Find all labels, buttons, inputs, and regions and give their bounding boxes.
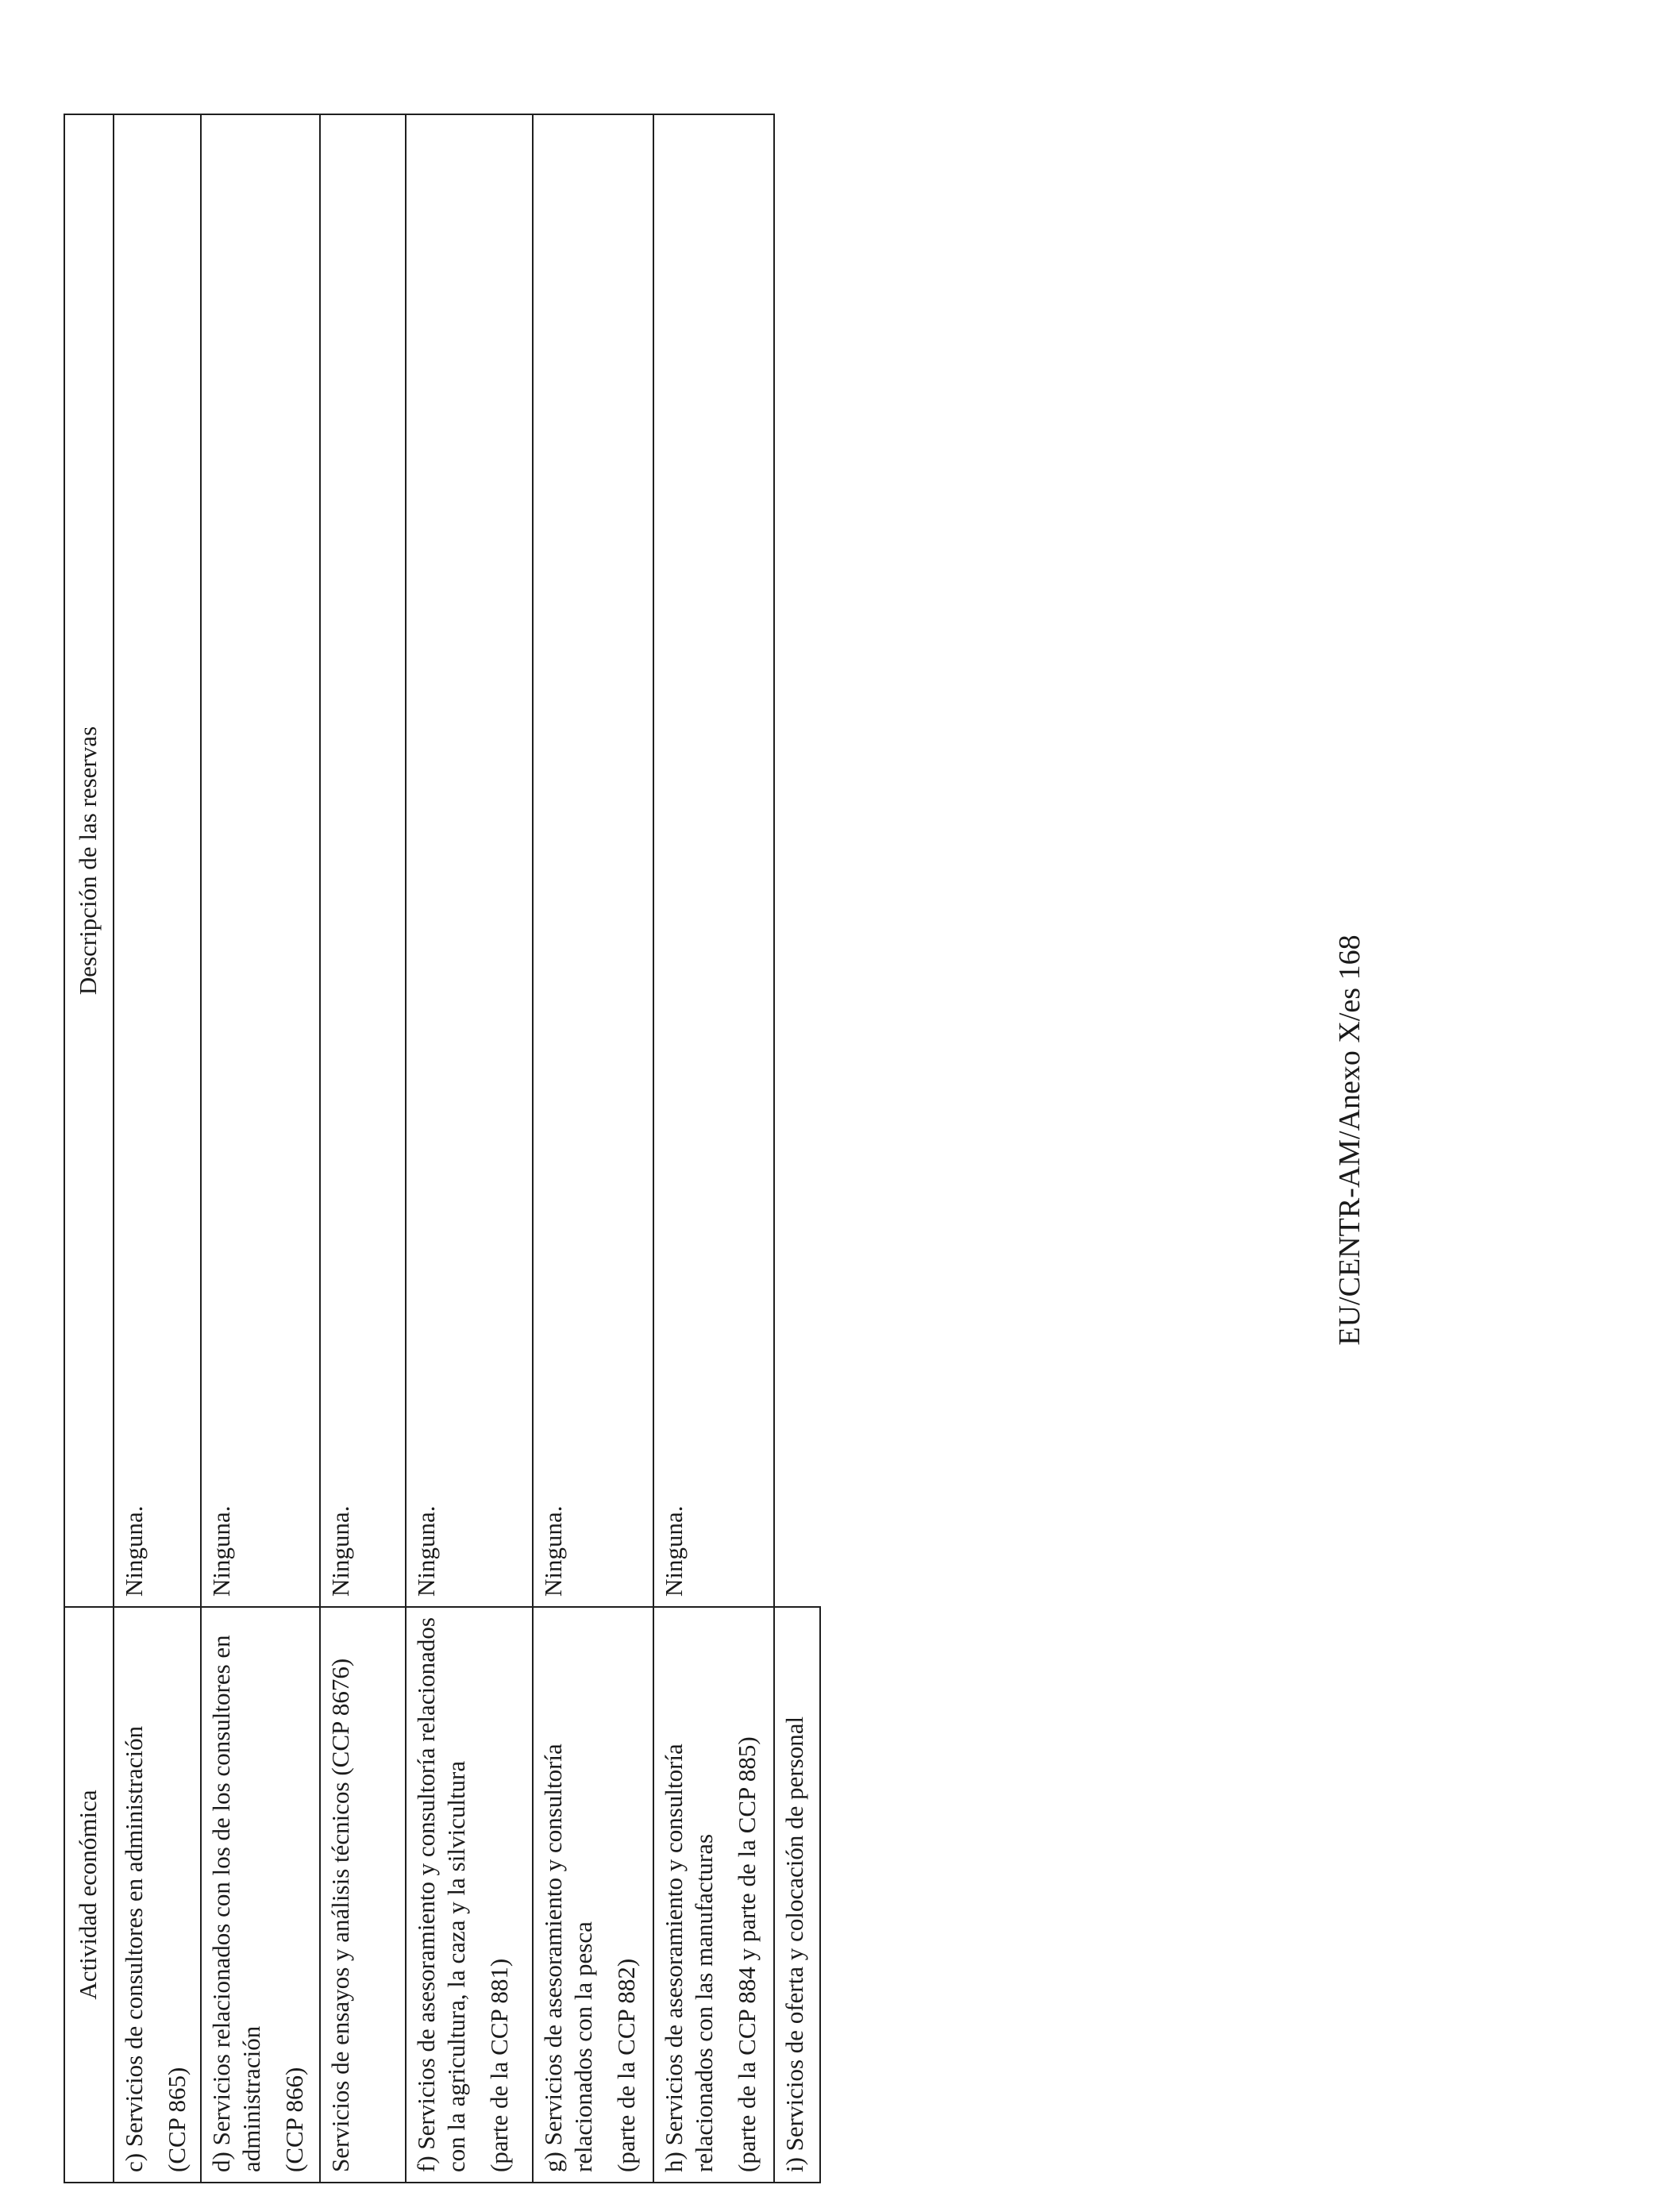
activity-text: f) Servicios de asesoramiento y consultoría relacionados con la agricultura, la caza y la silvicultura xyxy=(412,1617,470,2172)
activity-cell xyxy=(533,1607,653,2183)
reservations-table xyxy=(64,114,821,2183)
activity-code: (CCP 866) xyxy=(280,2067,308,2172)
table-row xyxy=(114,114,201,2183)
table-row xyxy=(533,114,653,2183)
activity-code: (parte de la CCP 882) xyxy=(612,1958,640,2172)
table-row xyxy=(774,114,820,2183)
activity-cell xyxy=(406,1607,533,2183)
activity-text: c) Servicios de consultores en administración xyxy=(120,1725,148,2172)
description-cell-empty xyxy=(774,114,820,1607)
activity-text: h) Servicios de asesoramiento y consultoría relacionados con las manufacturas xyxy=(660,1744,718,2172)
description-cell: Ninguna. xyxy=(653,114,774,1607)
table-row xyxy=(653,114,774,2183)
description-cell: Ninguna. xyxy=(114,114,201,1607)
activity-text: g) Servicios de asesoramiento y consultoría relacionados con la pesca xyxy=(539,1744,597,2172)
activity-code: (parte de la CCP 884 y parte de la CCP 885) xyxy=(733,1736,761,2172)
table-row xyxy=(201,114,320,2183)
header-description: Descripción de las reservas xyxy=(64,114,114,1607)
activity-cell xyxy=(201,1607,320,2183)
activity-cell xyxy=(320,1607,406,2183)
description-cell: Ninguna. xyxy=(201,114,320,1607)
page-footer-reference: EU/CENTR-AM/Anexo X/es 168 xyxy=(1333,934,1366,1346)
description-cell: Ninguna. xyxy=(320,114,406,1607)
activity-cell xyxy=(774,1607,820,2183)
activity-cell xyxy=(114,1607,201,2183)
activity-text: d) Servicios relacionados con los de los consultores en administración xyxy=(207,1635,265,2172)
activity-code: (CCP 865) xyxy=(163,2067,191,2172)
activity-text: Servicios de ensayos y análisis técnicos (CCP 8676) xyxy=(326,1658,354,2172)
activity-code: (parte de la CCP 881) xyxy=(485,1958,513,2172)
activity-text: i) Servicios de oferta y colocación de personal xyxy=(780,1716,808,2172)
table-header-row xyxy=(64,114,114,2183)
description-cell: Ninguna. xyxy=(406,114,533,1607)
activity-cell xyxy=(653,1607,774,2183)
table-row xyxy=(320,114,406,2183)
description-cell: Ninguna. xyxy=(533,114,653,1607)
table-row xyxy=(406,114,533,2183)
header-activity: Actividad económica xyxy=(64,1607,114,2183)
